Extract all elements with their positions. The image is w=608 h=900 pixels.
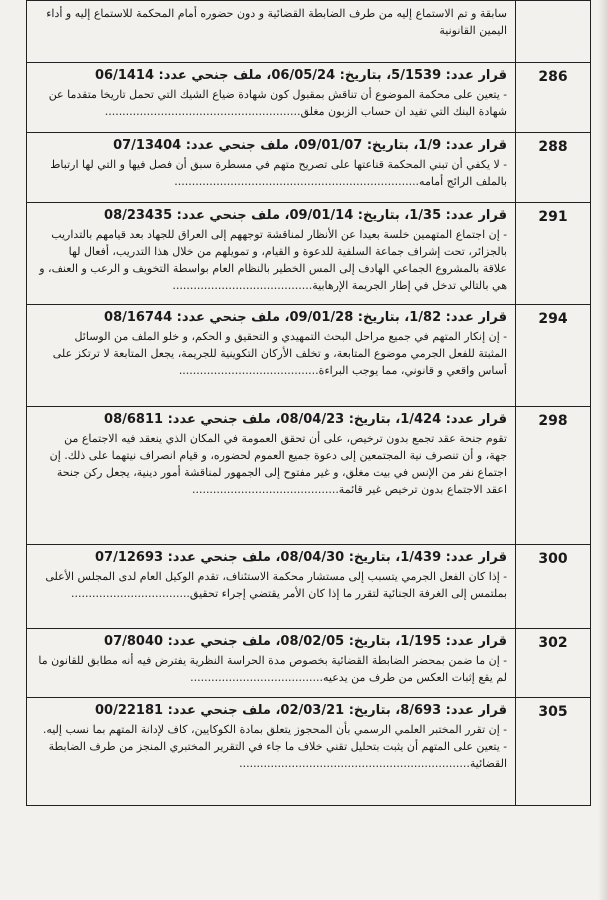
decision-heading: قرار عدد: 1/82، بتاريخ: 09/01/28، ملف جنحي عدد: 08/16744 xyxy=(104,310,507,325)
entry-cell xyxy=(27,63,516,133)
index-row xyxy=(27,407,591,545)
decision-heading: قرار عدد: 1/424، بتاريخ: 08/04/23، ملف جنحي عدد: 08/6811 xyxy=(104,412,507,427)
summary-line: - إن إنكار المتهم في جميع مراحل البحث التمهيدي و التحقيق و الحكم، و خلو الملف من الوسائل xyxy=(74,330,507,343)
page-edge-shadow xyxy=(598,0,608,900)
summary-line: تقوم جنحة عقد تجمع بدون ترخيص، على أن تحقق العمومة في المكان الذي ينعقد فيه الاجتماع من xyxy=(64,432,507,445)
index-row xyxy=(27,63,591,133)
page-number: 291 xyxy=(516,203,591,305)
page-number: 305 xyxy=(516,698,591,806)
summary-line: اعقد الاجتماع بدون ترخيص غير قائمة.......................................... xyxy=(191,483,507,496)
summary-line: بالجزائر، تحت إشراف جماعة السلفية للدعوة و القيام، و تمويلهم من خلال هذا التدريب، أفعال لها xyxy=(68,245,507,258)
summary-line: لم يقع إثبات العكس من طرف من يدعيه...................................... xyxy=(190,671,507,684)
summary-line: - إن اجتماع المتهمين خلسة بعيدا عن الأنظار لمناقشة توجههم إلى العراق للجهاد بعد قيامهم بالتداريب xyxy=(51,228,507,241)
decision-heading: قرار عدد: 1/35، بتاريخ: 09/01/14، ملف جنحي عدد: 08/23435 xyxy=(104,208,507,223)
summary-line: بملتمس إلى الغرفة الجنائية لتقرر ما إذا كان الأمر يقتضي إجراء تحقيق.................................. xyxy=(71,587,507,600)
entry-cell xyxy=(27,629,516,698)
page-number: 300 xyxy=(516,545,591,629)
page-number: 302 xyxy=(516,629,591,698)
page-number: 286 xyxy=(516,63,591,133)
index-row xyxy=(27,305,591,407)
entry-cell xyxy=(27,203,516,305)
summary-line: شهادة البنك التي تفيد ان حساب الزبون مغلق........................................................ xyxy=(104,105,507,118)
summary-line: - إن تقرر المختبر العلمي الرسمي بأن المحجوز يتعلق بمادة الكوكايين، كاف لإدانة المتهم بما نسب إليه. xyxy=(42,723,507,736)
summary-line: - إذا كان الفعل الجرمي يتسبب إلى مستشار محكمة الاستئناف، تقدم الوكيل العام لدى المجلس الأعلى xyxy=(45,570,507,583)
entry-cell xyxy=(27,698,516,806)
entry-cell xyxy=(27,1,516,63)
decision-heading: قرار عدد: 1/9، بتاريخ: 09/01/07، ملف جنحي عدد: 07/13404 xyxy=(113,138,507,153)
index-row xyxy=(27,133,591,203)
index-table xyxy=(26,0,591,806)
index-row xyxy=(27,545,591,629)
summary-line: علاقة بالمشروع الجماعي الهادف إلى المس الخطير بالنظام العام بواسطة التخويف و الرعب و العنف، و xyxy=(39,262,507,275)
summary-line: اليمين القانونية xyxy=(439,24,507,37)
entry-cell xyxy=(27,545,516,629)
summary-line: أساس واقعي و قانوني، مما يوجب البراءة........................................ xyxy=(178,364,507,377)
page-number: 294 xyxy=(516,305,591,407)
entry-cell xyxy=(27,133,516,203)
summary-line: سابقة و تم الاستماع إليه من طرف الضابطة القضائية و دون حضوره أمام المحكمة للاستماع إليه و أداء xyxy=(46,7,507,20)
decision-heading: قرار عدد: 1/195، بتاريخ: 08/02/05، ملف جنحي عدد: 07/8040 xyxy=(104,634,507,649)
summary-line: هي بالتالي تدخل في إطار الجريمة الإرهابية........................................ xyxy=(172,279,507,292)
summary-line: - إن ما ضمن بمحضر الضابطة القضائية بخصوص مدة الحراسة النظرية يفترض فيه أنه مطابق للقانون ما xyxy=(38,654,507,667)
index-row xyxy=(27,1,591,63)
decision-heading: قرار عدد: 8/693، بتاريخ: 02/03/21، ملف جنحي عدد: 00/22181 xyxy=(95,703,507,718)
summary-line: - يتعين على محكمة الموضوع أن تناقش بمقبول كون شهادة ضياع الشيك التي تحمل تاريخا متقدما عن xyxy=(48,88,507,101)
decision-heading: قرار عدد: 5/1539، بتاريخ: 06/05/24، ملف جنحي عدد: 06/1414 xyxy=(95,68,507,83)
index-row xyxy=(27,629,591,698)
summary-line: اجتماع نفر من الإنس في بيت مغلق، و غير مفتوح إلى الجمهور لمناقشة أمور دينية، يجعل ركن جنحة xyxy=(56,466,507,479)
page-frame xyxy=(12,0,598,900)
page-number: 288 xyxy=(516,133,591,203)
entry-cell xyxy=(27,407,516,545)
summary-line: - لا يكفي أن تبني المحكمة قناعتها على تصريح متهم في مسطرة سبق أن فصل فيها و التي لها ارتباط xyxy=(50,158,507,171)
page-number: 298 xyxy=(516,407,591,545)
page-number xyxy=(516,1,591,63)
summary-line: جهة، و أن تنصرف نية المجتمعين إلى دعوة جميع العموم لحضوره، و قيام انصراف نيتهما على ذلك. إن xyxy=(49,449,507,462)
entry-cell xyxy=(27,305,516,407)
summary-line: القضائية.................................................................. xyxy=(239,757,507,770)
summary-line: بالملف الرائج أمامه...................................................................... xyxy=(174,175,507,188)
decision-heading: قرار عدد: 1/439، بتاريخ: 08/04/30، ملف جنحي عدد: 07/12693 xyxy=(95,550,507,565)
summary-line: - يتعين على المتهم أن يثبت بتحليل تقني خلاف ما جاء في التقرير المختبري المنجز من طرف الضابطة xyxy=(48,740,507,753)
summary-line: المثبتة للفعل الجرمي موضوع المتابعة، و تخلف الأركان التكوينية للجريمة، يجعل المتابعة لا ترتكز على xyxy=(52,347,507,360)
index-row xyxy=(27,698,591,806)
index-row xyxy=(27,203,591,305)
